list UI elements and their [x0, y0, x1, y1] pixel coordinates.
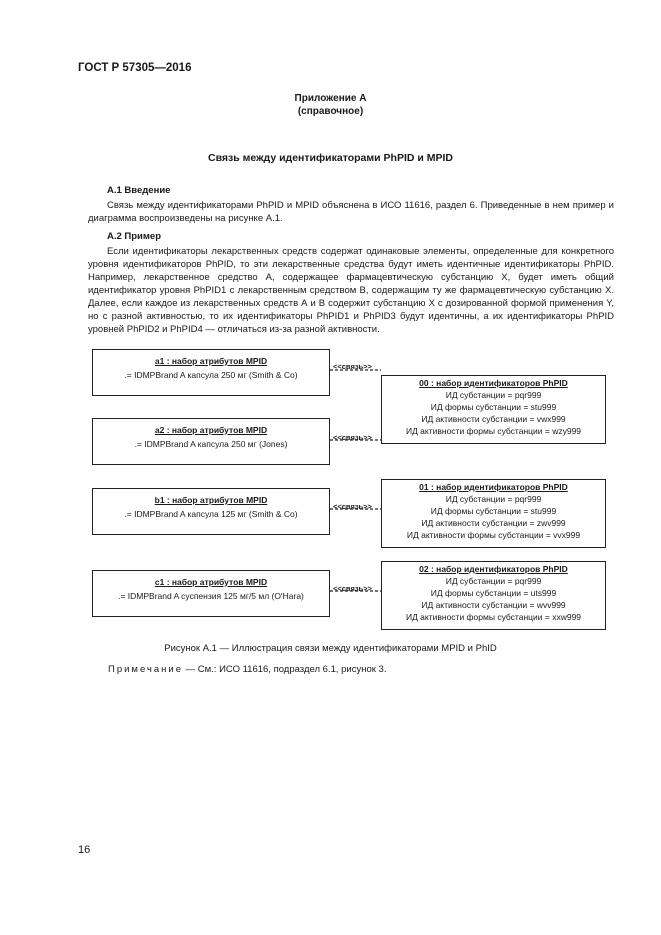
- figure-caption: Рисунок А.1 — Иллюстрация связи между идентификаторами MPID и PhID: [164, 643, 497, 654]
- page-number: 16: [78, 844, 91, 856]
- phpid-box-line: ИД активности субстанции = wvv999: [421, 600, 566, 610]
- link-label-b1: <<связь>>: [333, 502, 372, 511]
- section-heading-intro: А.1 Введение: [107, 185, 171, 196]
- section-intro-body: Связь между идентификаторами PhPID и MPID объяснена в ИСО 11616, раздел 6. Приведенные в нем пример и диаграмма воспроизведены на рисунке А.1.: [88, 200, 614, 224]
- phpid-box-line: ИД активности субстанции = zwv999: [421, 518, 566, 528]
- phpid-box-line: ИД субстанции = pqr999: [445, 576, 542, 586]
- mpid-box-line: .= IDMPBrand A капсула 250 мг (Jones): [134, 439, 288, 449]
- phpid-box-title: 02 : набор идентификаторов PhPID: [419, 564, 568, 574]
- appendix-title: Приложение А: [294, 93, 367, 104]
- main-title: Связь между идентификаторами PhPID и MPID: [208, 152, 453, 164]
- mpid-box-a1: [92, 349, 330, 396]
- mpid-box-line: .= IDMPBrand A капсула 125 мг (Smith & Co): [124, 509, 298, 519]
- document-header: ГОСТ Р 57305—2016: [78, 62, 192, 74]
- note: [108, 664, 386, 675]
- link-label-a2: <<связь>>: [333, 433, 372, 442]
- mpid-box-title: a1 : набор атрибутов MPID: [154, 356, 268, 366]
- mpid-box-line: .= IDMPBrand A суспензия 125 мг/5 мл (O'Hara): [118, 591, 304, 601]
- section-heading-example: А.2 Пример: [107, 231, 162, 242]
- phpid-box-title: 00 : набор идентификаторов PhPID: [419, 378, 568, 388]
- mpid-box-b1: [92, 488, 330, 535]
- phpid-box-line: ИД формы субстанции = stu999: [430, 506, 557, 516]
- mpid-box-title: c1 : набор атрибутов MPID: [154, 577, 268, 587]
- link-label-a1: <<связь>>: [333, 362, 372, 371]
- mpid-box-title: a2 : набор атрибутов MPID: [154, 425, 268, 435]
- mpid-box-title: b1 : набор атрибутов MPID: [154, 495, 268, 505]
- phpid-box-line: ИД активности субстанции = vwx999: [421, 414, 566, 424]
- phpid-box-line: ИД активности формы субстанции = vvx999: [406, 530, 581, 540]
- phpid-box-line: ИД субстанции = pqr999: [445, 390, 542, 400]
- mpid-box-line: .= IDMPBrand A капсула 250 мг (Smith & Co): [124, 370, 298, 380]
- section-example-body: Если идентификаторы лекарственных средств содержат одинаковые элементы, определенные для конкретного уровня идентификаторов PhPID, то эти лекарственные средства будут иметь идентичные идентификаторы PhPID. Например, лекарственное средство А, содержащее фармацевтическую субстанцию X, будет иметь общий идентификатор уровня PhPID1 с лекарственным средством В, содержащим ту же фармацевтическую субстанцию X. Далее, если каждое из лекарственных средств А и В содержит субстанцию X с дозированной формой применения Y, но с разной активностью, то их идентификаторы PhPID1 и PhPID3 будут идентичны, а их идентификаторы PhPID уровней PhPID2 и PhPID4 — отличаться из-за разной активности.: [88, 246, 614, 335]
- phpid-box-02: [381, 561, 606, 630]
- note-label: Примечание: [108, 664, 183, 675]
- phpid-box-line: ИД субстанции = pqr999: [445, 494, 542, 504]
- appendix-subtitle: (справочное): [297, 106, 364, 117]
- phpid-box-01: [381, 479, 606, 548]
- mpid-box-c1: [92, 570, 330, 617]
- phpid-box-00: [381, 375, 606, 444]
- note-text: — См.: ИСО 11616, подраздел 6.1, рисунок 3.: [183, 664, 387, 675]
- phpid-box-line: ИД формы субстанции = uts999: [430, 588, 557, 598]
- phpid-box-line: ИД активности формы субстанции = xxw999: [405, 612, 582, 622]
- phpid-box-line: ИД активности формы субстанции = wzy999: [405, 426, 582, 436]
- phpid-box-title: 01 : набор идентификаторов PhPID: [419, 482, 568, 492]
- link-label-c1: <<связь>>: [333, 584, 372, 593]
- phpid-box-line: ИД формы субстанции = stu999: [430, 402, 557, 412]
- mpid-box-a2: [92, 418, 330, 465]
